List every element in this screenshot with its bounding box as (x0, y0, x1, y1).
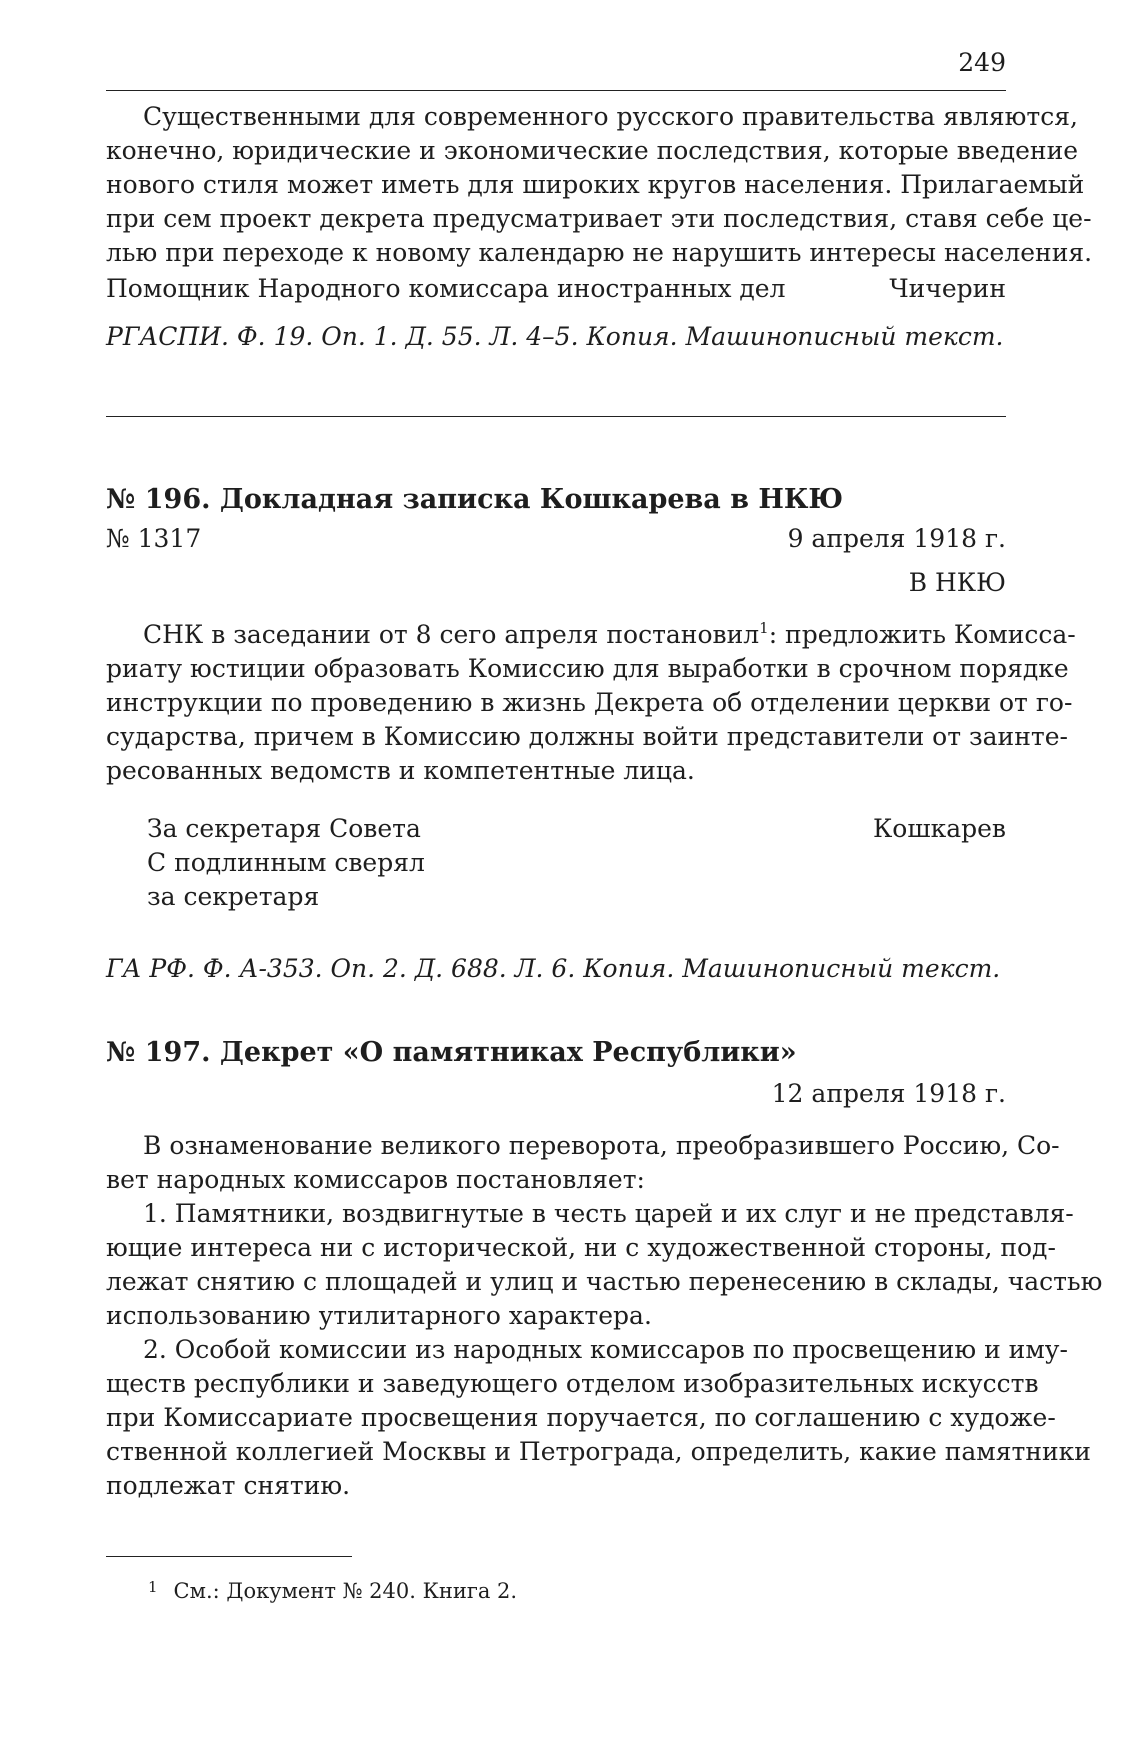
addressee: В НКЮ (908, 568, 1006, 597)
text-line: сударства, причем в Комиссию должны войти представители от заинте- (106, 722, 1068, 751)
document-title: № 197. Декрет «О памятниках Республики» (106, 1037, 797, 1068)
text-line: вет народных комиссаров постановляет: (106, 1165, 645, 1194)
text-line: 2. Особой комиссии из народных комиссаров по просвещению и иму- (143, 1335, 1068, 1364)
archive-source: РГАСПИ. Ф. 19. Оп. 1. Д. 55. Л. 4–5. Копия. Машинописный текст. (106, 322, 1004, 351)
signature-role: Помощник Народного комиссара иностранных дел (106, 274, 786, 303)
text-line: использованию утилитарного характера. (106, 1301, 652, 1330)
footnote-marker: 1 (148, 1578, 158, 1596)
signature-name: Чичерин (889, 274, 1006, 303)
page-number: 249 (958, 48, 1006, 77)
text-line: 1. Памятники, воздвигнутые в честь царей и их слуг и не представля- (143, 1199, 1074, 1228)
text-line: при сем проект декрета предусматривает эти последствия, ставя себе це- (106, 204, 1092, 233)
document-number: № 1317 (106, 524, 202, 553)
header-rule (106, 90, 1006, 91)
signature-block (147, 812, 425, 914)
footnote-text: См.: Документ № 240. Книга 2. (173, 1579, 518, 1603)
text-line: ресованных ведомств и компетентные лица. (106, 756, 695, 785)
text-line (106, 618, 1076, 652)
doc196-paragraph (106, 618, 1076, 788)
archive-source: ГА РФ. Ф. А-353. Оп. 2. Д. 688. Л. 6. Копия. Машинописный текст. (106, 954, 1001, 983)
section-divider (106, 416, 1006, 417)
book-page (106, 0, 1103, 1758)
document-title: № 196. Докладная записка Кошкарева в НКЮ (106, 484, 844, 515)
text-line: ществ республики и заведующего отделом изобразительных искусств (106, 1369, 1039, 1398)
text-line: риату юстиции образовать Комиссию для выработки в срочном порядке (106, 654, 1069, 683)
footnote-reference: 1 (759, 619, 769, 637)
intro-paragraph (106, 100, 1093, 270)
document-date: 9 апреля 1918 г. (787, 524, 1006, 553)
text-line: подлежат снятию. (106, 1471, 351, 1500)
text-line: нового стиля может иметь для широких кругов населения. Прилагаемый (106, 170, 1085, 199)
text-line: Существенными для современного русского правительства являются, (143, 102, 1078, 131)
text-line: ющие интереса ни с исторической, ни с художественной стороны, под- (106, 1233, 1056, 1262)
doc197-paragraph-3 (106, 1333, 1091, 1503)
signature-line: За секретаря Совета (147, 814, 421, 843)
signature-line: за секретаря (147, 882, 320, 911)
document-date: 12 апреля 1918 г. (771, 1079, 1006, 1108)
text-line: при Комиссариате просвещения поручается, по соглашению с художе- (106, 1403, 1056, 1432)
text-line: инструкции по проведению в жизнь Декрета об отделении церкви от го- (106, 688, 1073, 717)
text-line: конечно, юридические и экономические последствия, которые введение (106, 136, 1079, 165)
text-line: В ознаменование великого переворота, преобразившего Россию, Со- (143, 1131, 1060, 1160)
text-fragment: : предложить Комисса- (768, 620, 1076, 649)
footnote (148, 1572, 517, 1606)
text-line: лью при переходе к новому календарю не нарушить интересы населения. (106, 238, 1093, 267)
doc197-paragraph-2 (106, 1197, 1103, 1333)
doc197-paragraph-1 (106, 1129, 1060, 1197)
text-line: ственной коллегией Москвы и Петрограда, определить, какие памятники (106, 1437, 1091, 1466)
signature-line: С подлинным сверял (147, 848, 425, 877)
intro-signature (106, 272, 1006, 306)
signature-name: Кошкарев (872, 814, 1006, 843)
text-line: лежат снятию с площадей и улиц и частью перенесению в склады, частью (106, 1267, 1103, 1296)
footnote-rule (106, 1556, 352, 1557)
text-fragment: СНК в заседании от 8 сего апреля постановил (143, 620, 760, 649)
